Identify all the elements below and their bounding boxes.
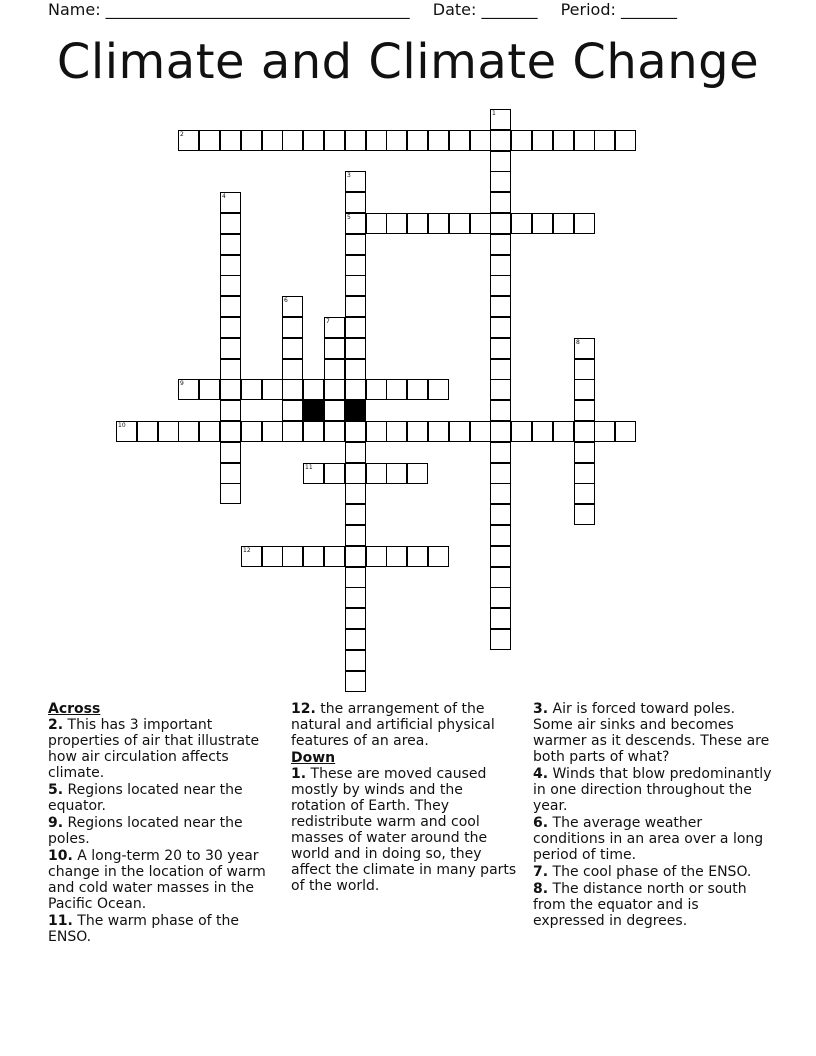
crossword-cell[interactable] [470,421,491,442]
crossword-cell[interactable] [490,171,511,192]
crossword-cell[interactable] [574,130,595,151]
crossword-cell[interactable] [449,130,470,151]
crossword-cell[interactable] [490,109,511,130]
crossword-cell[interactable] [511,421,532,442]
crossword-cell[interactable] [532,213,553,234]
crossword-cell[interactable] [220,130,241,151]
clue-down-4: 4. Winds that blow predominantly in one direction throughout the year. [533,766,772,814]
crossword-cell[interactable] [490,213,511,234]
crossword-cell[interactable] [407,546,428,567]
crossword-cell[interactable] [345,359,366,380]
crossword-cell[interactable] [553,130,574,151]
crossword-cell[interactable] [199,379,220,400]
clue-across-11: 11. The warm phase of the ENSO. [48,913,239,945]
crossword-cell[interactable] [324,359,345,380]
down-heading: Down [291,750,336,766]
crossword-cell[interactable] [490,546,511,567]
crossword-cell[interactable] [262,421,283,442]
crossword-cell[interactable] [386,546,407,567]
crossword-cell[interactable] [345,567,366,588]
crossword-cell[interactable] [324,421,345,442]
crossword-cell[interactable] [282,338,303,359]
crossword-cell[interactable] [574,463,595,484]
crossword-cell[interactable] [241,421,262,442]
crossword-cell[interactable] [490,567,511,588]
crossword-cell[interactable] [282,130,303,151]
clue-number: 5 [347,214,351,221]
clue-column-2 [291,701,517,895]
crossword-cell[interactable] [449,421,470,442]
crossword-cell[interactable] [366,421,387,442]
crossword-cell[interactable] [345,213,366,234]
crossword-cell[interactable] [490,504,511,525]
clue-across-2: 2. This has 3 important properties of air that illustrate how air circulation affects climate. [48,717,260,781]
crossword-cell[interactable] [574,379,595,400]
crossword-cell[interactable] [262,546,283,567]
crossword-cell[interactable] [345,421,366,442]
name-field[interactable]: Name: ______________________________________ [48,0,410,19]
crossword-cell[interactable] [428,379,449,400]
crossword-cell[interactable] [178,130,199,151]
clue-down-8: 8. The distance north or south from the equator and is expressed in degrees. [533,881,747,929]
crossword-cell[interactable] [553,421,574,442]
crossword-cell[interactable] [615,130,636,151]
crossword-cell[interactable] [574,421,595,442]
clue-number: 1 [492,110,496,117]
crossword-cell[interactable] [386,379,407,400]
crossword-cell[interactable] [490,442,511,463]
crossword-cell[interactable] [490,379,511,400]
crossword-cell[interactable] [220,296,241,317]
page-title: Climate and Climate Change [56,34,760,90]
clue-number: 7 [326,318,330,325]
crossword-cell[interactable] [345,671,366,692]
crossword-cell[interactable] [178,421,199,442]
crossword-cell[interactable] [407,421,428,442]
clue-number: 6 [284,297,288,304]
clue-number: 11 [305,464,313,471]
crossword-cell[interactable] [345,255,366,276]
crossword-cell[interactable] [220,275,241,296]
crossword-cell[interactable] [345,650,366,671]
crossword-cell[interactable] [407,463,428,484]
crossword-cell[interactable] [220,379,241,400]
clue-across-9: 9. Regions located near the poles. [48,815,243,847]
crossword-cell[interactable] [345,463,366,484]
crossword-cell[interactable] [345,629,366,650]
crossword-cell[interactable] [220,192,241,213]
crossword-cell[interactable] [345,442,366,463]
crossword-cell[interactable] [324,338,345,359]
crossword-cell[interactable] [220,213,241,234]
crossword-cell[interactable] [178,379,199,400]
crossword-cell[interactable] [241,546,262,567]
crossword-cell[interactable] [428,421,449,442]
clue-down-6: 6. The average weather conditions in an area over a long period of time. [533,815,764,863]
crossword-cell[interactable] [262,130,283,151]
crossword-cell[interactable] [282,421,303,442]
clue-number: 9 [180,380,184,387]
crossword-cell[interactable] [282,400,303,421]
clue-number: 8 [576,339,580,346]
crossword-cell[interactable] [470,213,491,234]
crossword-cell[interactable] [490,275,511,296]
crossword-cell[interactable] [116,421,137,442]
crossword-cell[interactable] [303,379,324,400]
crossword-cell[interactable] [324,546,345,567]
crossword-cell[interactable] [366,213,387,234]
clue-number: 12 [243,547,251,554]
crossword-cell[interactable] [428,546,449,567]
crossword-cell[interactable] [490,234,511,255]
clue-column-1 [48,701,280,946]
crossword-cell[interactable] [615,421,636,442]
crossword-cell[interactable] [511,130,532,151]
crossword-cell[interactable] [345,275,366,296]
crossword-cell[interactable] [407,379,428,400]
crossword-black-cell [303,400,324,421]
crossword-cell[interactable] [345,171,366,192]
crossword-cell[interactable] [594,421,615,442]
crossword-cell[interactable] [324,463,345,484]
crossword-cell[interactable] [345,504,366,525]
crossword-cell[interactable] [303,546,324,567]
crossword-cell[interactable] [574,504,595,525]
crossword-cell[interactable] [199,130,220,151]
crossword-cell[interactable] [303,130,324,151]
crossword-cell[interactable] [345,317,366,338]
crossword-cell[interactable] [428,213,449,234]
crossword-cell[interactable] [574,338,595,359]
crossword-cell[interactable] [386,213,407,234]
crossword-cell[interactable] [199,421,220,442]
crossword-cell[interactable] [220,421,241,442]
crossword-cell[interactable] [386,421,407,442]
crossword-cell[interactable] [407,130,428,151]
clue-number: 3 [347,172,351,179]
clue-down-3: 3. Air is forced toward poles. Some air sinks and becomes warmer as it descends. These are both parts of what? [533,701,770,765]
crossword-cell[interactable] [490,525,511,546]
crossword-cell[interactable] [241,379,262,400]
crossword-cell[interactable] [386,130,407,151]
crossword-cell[interactable] [449,213,470,234]
crossword-cell[interactable] [220,338,241,359]
crossword-cell[interactable] [345,192,366,213]
period-field[interactable]: Period: _______ [560,0,677,19]
crossword-cell[interactable] [282,359,303,380]
crossword-cell[interactable] [490,483,511,504]
crossword-cell[interactable] [574,483,595,504]
across-heading: Across [48,701,101,717]
crossword-cell[interactable] [490,338,511,359]
crossword-cell[interactable] [366,379,387,400]
crossword-cell[interactable] [324,379,345,400]
crossword-cell[interactable] [345,338,366,359]
crossword-cell[interactable] [366,130,387,151]
crossword-cell[interactable] [303,463,324,484]
crossword-cell[interactable] [574,359,595,380]
crossword-cell[interactable] [345,130,366,151]
crossword-cell[interactable] [282,379,303,400]
crossword-cell[interactable] [490,400,511,421]
crossword-cell[interactable] [490,463,511,484]
crossword-cell[interactable] [345,608,366,629]
crossword-cell[interactable] [407,213,428,234]
crossword-cell[interactable] [490,421,511,442]
crossword-cell[interactable] [490,587,511,608]
crossword-cell[interactable] [282,296,303,317]
crossword-cell[interactable] [220,442,241,463]
crossword-black-cell [345,400,366,421]
crossword-cell[interactable] [511,213,532,234]
crossword-cell[interactable] [366,546,387,567]
crossword-cell[interactable] [345,525,366,546]
crossword-cell[interactable] [594,130,615,151]
crossword-cell[interactable] [490,296,511,317]
crossword-cell[interactable] [490,151,511,172]
crossword-cell[interactable] [324,317,345,338]
clue-number: 4 [222,193,226,200]
clue-down-7: 7. The cool phase of the ENSO. [533,864,752,880]
crossword-cell[interactable] [303,421,324,442]
crossword-cell[interactable] [574,442,595,463]
crossword-cell[interactable] [220,234,241,255]
crossword-cell[interactable] [532,421,553,442]
crossword-cell[interactable] [428,130,449,151]
crossword-cell[interactable] [220,483,241,504]
crossword-cell[interactable] [386,463,407,484]
crossword-cell[interactable] [324,130,345,151]
crossword-cell[interactable] [345,234,366,255]
crossword-cell[interactable] [241,130,262,151]
crossword-cell[interactable] [262,379,283,400]
crossword-cell[interactable] [490,192,511,213]
crossword-cell[interactable] [220,400,241,421]
crossword-cell[interactable] [470,130,491,151]
crossword-cell[interactable] [490,317,511,338]
crossword-cell[interactable] [345,483,366,504]
crossword-cell[interactable] [282,546,303,567]
crossword-cell[interactable] [220,255,241,276]
crossword-cell[interactable] [490,255,511,276]
crossword-cell[interactable] [490,629,511,650]
crossword-cell[interactable] [220,359,241,380]
crossword-cell[interactable] [490,608,511,629]
crossword-cell[interactable] [490,359,511,380]
clue-across-12: 12. the arrangement of the natural and artificial physical features of an area. [291,701,495,749]
clue-column-3 [533,701,773,930]
crossword-cell[interactable] [553,213,574,234]
crossword-cell[interactable] [220,317,241,338]
crossword-cell[interactable] [345,587,366,608]
crossword-cell[interactable] [345,379,366,400]
clue-number: 2 [180,131,184,138]
clue-down-1: 1. These are moved caused mostly by winds and the rotation of Earth. They redistribute warm and cool masses of water around the world and in doing so, they affect the climate in many parts of the world. [291,766,517,894]
crossword-cell[interactable] [137,421,158,442]
crossword-cell[interactable] [490,130,511,151]
crossword-cell[interactable] [345,546,366,567]
crossword-cell[interactable] [574,400,595,421]
crossword-cell[interactable] [220,463,241,484]
crossword-cell[interactable] [345,296,366,317]
crossword-cell[interactable] [574,213,595,234]
crossword-cell[interactable] [158,421,179,442]
clue-across-5: 5. Regions located near the equator. [48,782,243,814]
crossword-cell[interactable] [324,400,345,421]
crossword-cell[interactable] [366,463,387,484]
date-field[interactable]: Date: _______ [432,0,538,19]
crossword-cell[interactable] [282,317,303,338]
clue-across-10: 10. A long-term 20 to 30 year change in the location of warm and cold water masses in the Pacific Ocean. [48,848,266,912]
clue-number: 10 [118,422,126,429]
crossword-cell[interactable] [532,130,553,151]
